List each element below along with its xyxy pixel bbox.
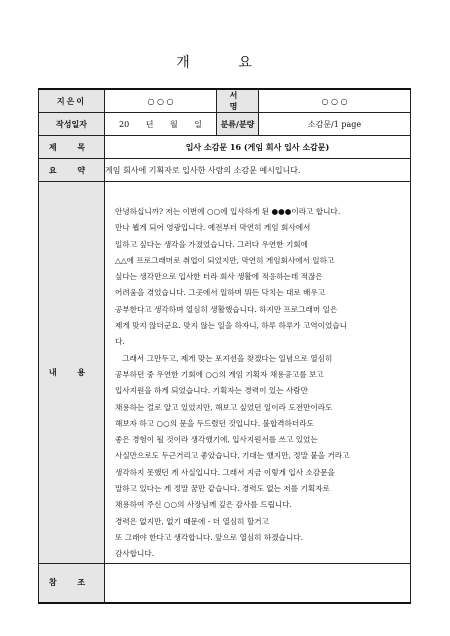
document-form-table	[38, 88, 411, 604]
subject-label: 제 목	[39, 136, 105, 159]
author-value: ○ ○ ○	[105, 89, 217, 113]
date-label: 작성일자	[39, 113, 105, 136]
author-label: 지은이	[39, 89, 105, 113]
content-label: 내 용	[39, 182, 105, 564]
author-row	[39, 89, 411, 113]
date-value: 20 년 월 일	[105, 113, 217, 136]
notes-label: 참 조	[39, 563, 105, 603]
document-title: 개 요	[176, 55, 274, 71]
content-body-text: 안녕하십니까? 저는 이번에 ○○에 입사하게 된 ●●●이라고 합니다. 만나 뵙게 되어 영광입니다. 예전부터 막연히 게임 회사에서 일하고 싶다는 생각을 가졌었습니다. 그러다 우연한 기회에 △△에 프로그래머로 취업이 되었지만, 막연히 게임회사에서 일하고 싶다는 생각만으로 입사한 터라 회사 생활에 적응하는데 적잖은 어려움을 겪었습니다. 그곳에서 일하며 뭐든 닥치는 대로 배우고 공부한다고 생각하며 열심히 생활했습니다. 하지만 프로그래머 일은 제게 맞지 않더군요. 맞지 않는 일을 하자니, 하루 하루가 고역이었습니 다. 그래서 그만두고, 제게 맞는 포지션을 찾겠다는 일념으로 열심히 공부하던 중 우연한 기회에 ○○의 게임 기획자 채용공고를 보고 입사지원을 하게 되었습니다. 기획자는 경력이 있는 사람만 채용하는 걸로 알고 있었지만, 해보고 싶었던 일이라 도전만이라도 해보자 하고 ○○의 문을 두드렸던 것입니다. 불합격하더라도 좋은 경험이 될 것이라 생각했기에, 입사지원서를 쓰고 있었는 사실만으로도 두근거리고 좋았습니다. 기대는 했지만, 정말 붙을 거라고 생각하지 못했던 게 사실입니다. 그래서 지금 이렇게 입사 소감문을 말하고 있다는 게 정말 꿈만 같습니다. 경력도 없는 저를 기획자로 채용하여 주신 ○○의 사장님께 깊은 감사를 드립니다. 경력은 없지만, 없기 때문에 - 더 열심히 할거고 또 그래야 한다고 생각합니다. 앞으로 열심히 하겠습니다. 감사합니다.	[115, 207, 350, 559]
notes-row	[39, 563, 411, 603]
subject-value: 입사 소감문 16 (게임 회사 입사 소감문)	[105, 136, 411, 159]
signature-value: ○ ○ ○	[259, 89, 411, 113]
category-value: 소감문/1 page	[259, 113, 411, 136]
summary-value: 게임 회사에 기획자로 입사한 사람의 소감문 예시입니다.	[105, 159, 411, 182]
category-label: 분류/분량	[217, 113, 259, 136]
summary-label: 요 약	[39, 159, 105, 182]
summary-row	[39, 159, 411, 182]
date-row	[39, 113, 411, 136]
content-cell	[105, 182, 411, 564]
content-row	[39, 182, 411, 564]
notes-value	[105, 563, 411, 603]
subject-row	[39, 136, 411, 159]
signature-label: 서 명	[217, 89, 259, 113]
